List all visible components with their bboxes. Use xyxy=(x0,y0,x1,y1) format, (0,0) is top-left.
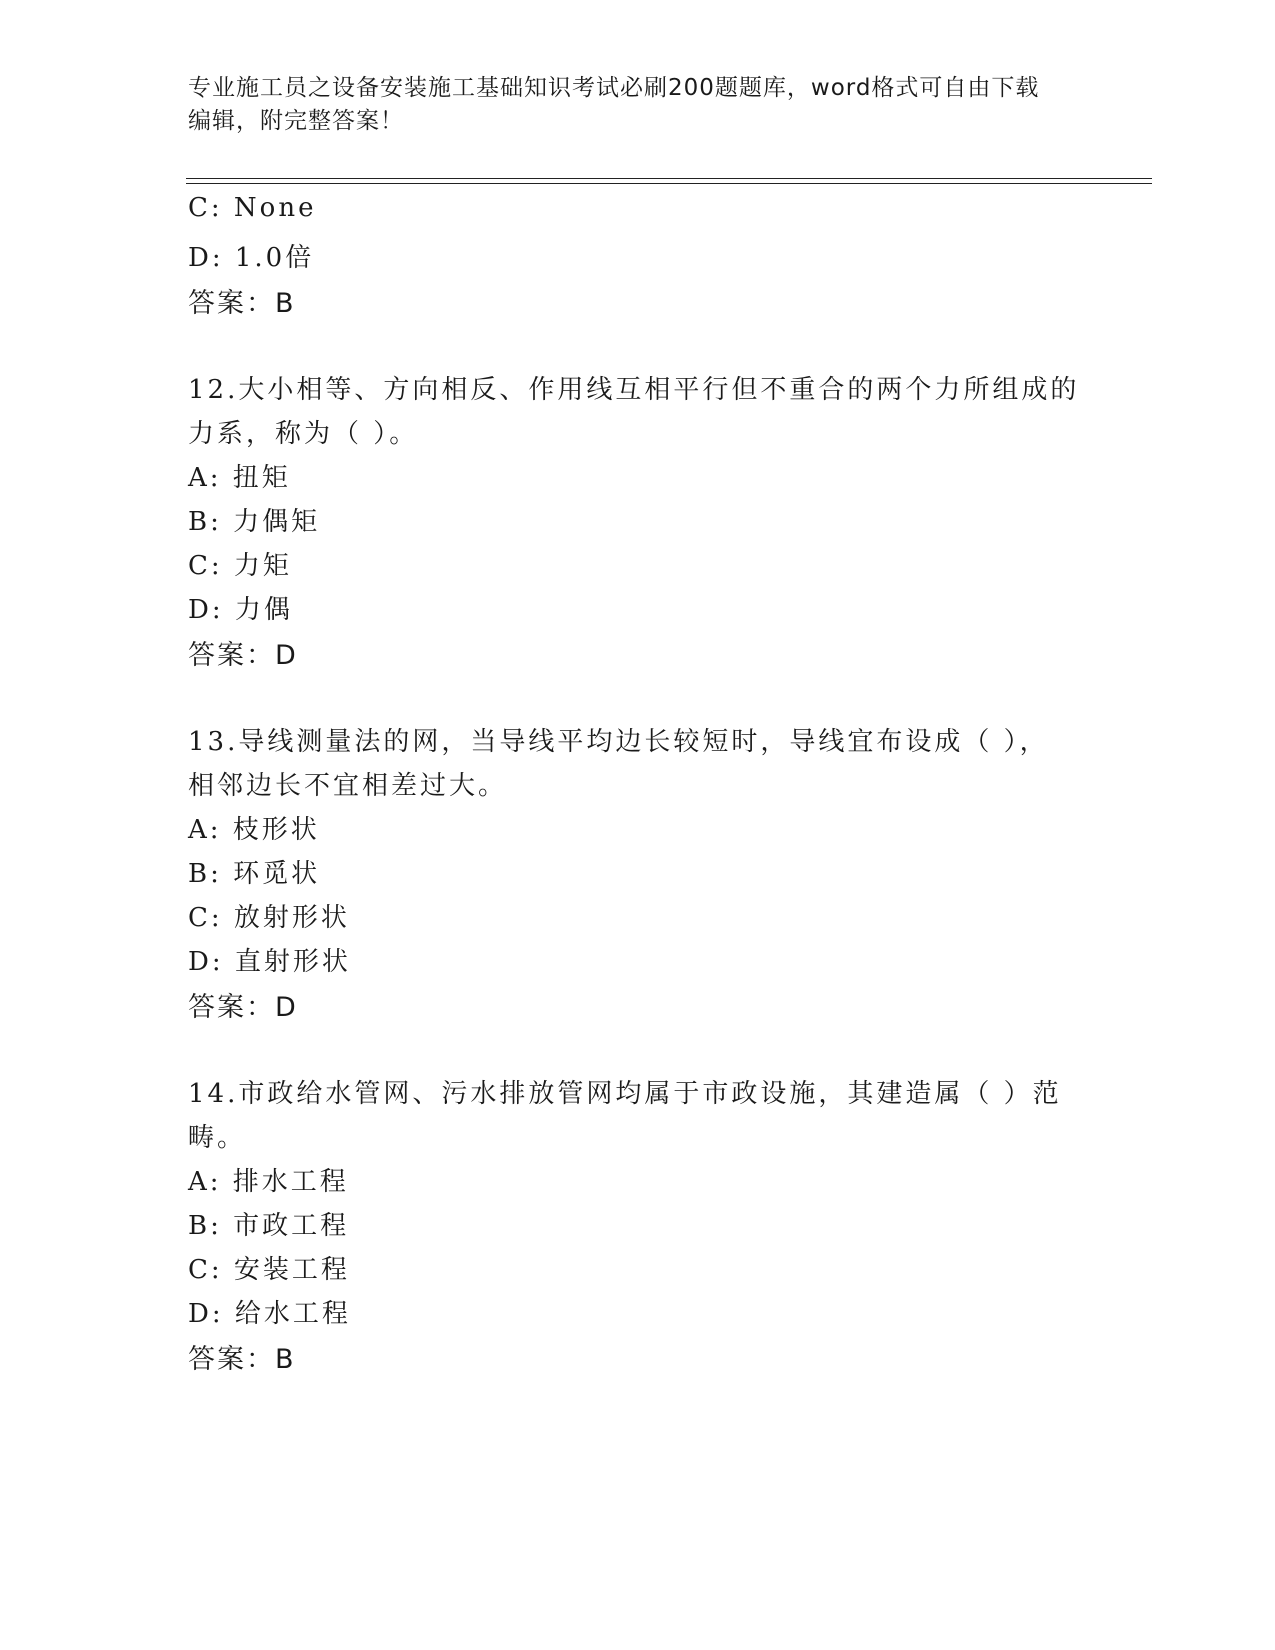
page-header xyxy=(188,72,1068,138)
header-rule-bottom xyxy=(186,183,1152,184)
q14-stem-line-1: 14.市政给水管网、污水排放管网均属于市政设施，其建造属（ ）范 xyxy=(188,1079,1062,1109)
q12-option-a: A: 扭矩 xyxy=(188,463,291,493)
q12-stem-line-2: 力系，称为（ ）。 xyxy=(188,419,419,449)
q13-answer: 答案：D xyxy=(188,992,298,1023)
q14-answer: 答案：B xyxy=(188,1344,296,1375)
q13-option-d: D: 直射形状 xyxy=(188,947,351,977)
q11-option-c: C: None xyxy=(188,193,317,223)
q14-option-b: B: 市政工程 xyxy=(188,1211,350,1241)
q12-answer: 答案：D xyxy=(188,640,298,671)
q13-option-a: A: 枝形状 xyxy=(188,815,320,845)
q11-answer: 答案：B xyxy=(188,288,296,319)
q14-option-c: C: 安装工程 xyxy=(188,1255,350,1285)
q13-stem-line-1: 13.导线测量法的网，当导线平均边长较短时，导线宜布设成（ ）， xyxy=(188,727,1049,757)
q13-option-c: C: 放射形状 xyxy=(188,903,350,933)
q14-option-d: D: 给水工程 xyxy=(188,1299,351,1329)
q12-option-c: C: 力矩 xyxy=(188,551,292,581)
q11-option-d: D: 1.0倍 xyxy=(188,243,315,273)
q14-option-a: A: 排水工程 xyxy=(188,1167,349,1197)
q13-option-b: B: 环觅状 xyxy=(188,859,321,889)
header-rule-top xyxy=(186,178,1152,179)
header-line-2: 编辑，附完整答案！ xyxy=(188,108,404,134)
q13-stem-line-2: 相邻边长不宜相差过大。 xyxy=(188,771,508,801)
q14-stem-line-2: 畴。 xyxy=(188,1123,247,1153)
q12-option-b: B: 力偶矩 xyxy=(188,507,321,537)
q12-stem-line-1: 12.大小相等、方向相反、作用线互相平行但不重合的两个力所组成的 xyxy=(188,375,1080,405)
header-line-1: 专业施工员之设备安装施工基础知识考试必刷200题题库，word格式可自由下载 xyxy=(188,75,1040,101)
q12-option-d: D: 力偶 xyxy=(188,595,293,625)
